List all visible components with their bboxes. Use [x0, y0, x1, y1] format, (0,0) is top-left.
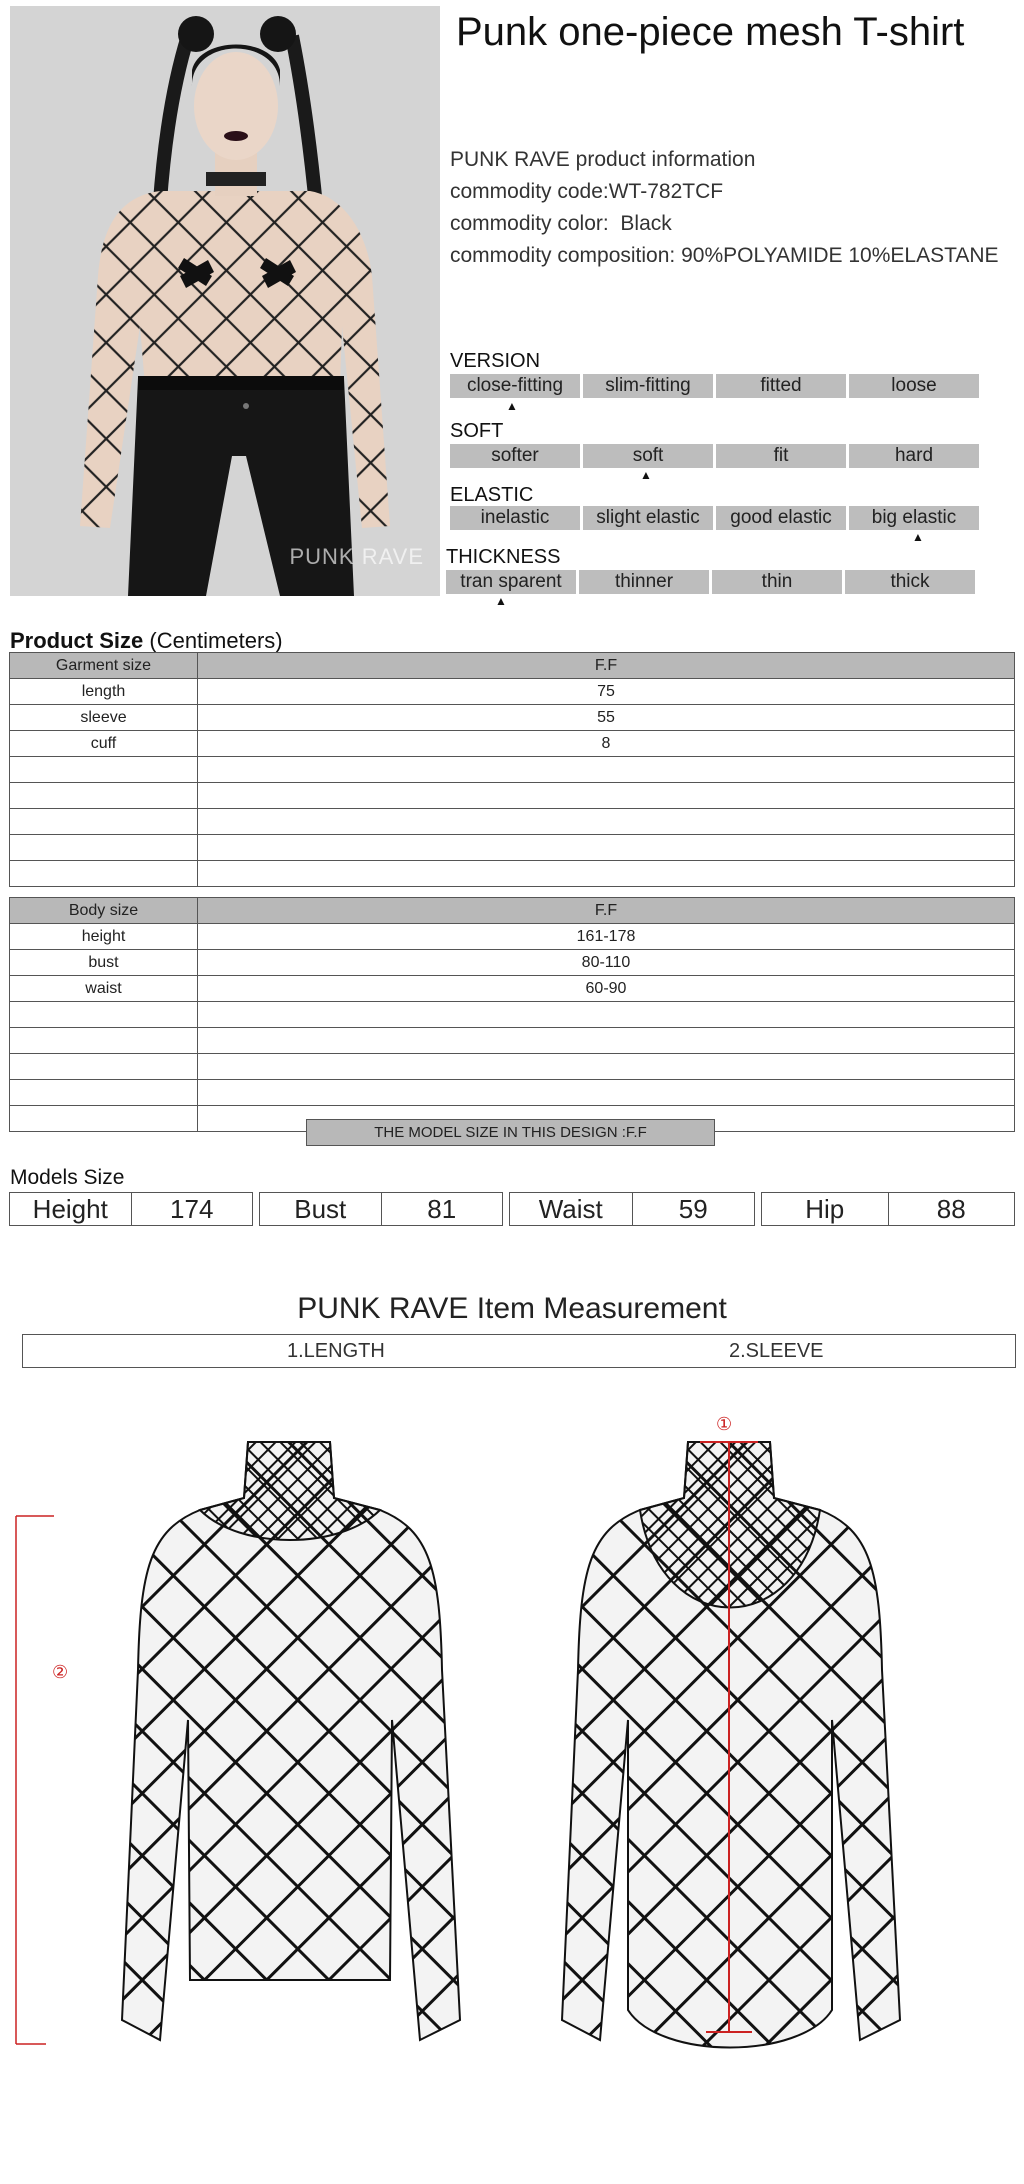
table-row — [10, 705, 1015, 731]
thickness-selected-marker: ▲ — [495, 594, 507, 608]
model-measure-label: Height — [32, 1194, 108, 1224]
model-measure-value: 174 — [131, 1193, 253, 1225]
model-measure-waist — [509, 1192, 755, 1226]
table-cell: 55 — [198, 705, 1015, 731]
commodity-code-value: WT-782TCF — [608, 180, 724, 203]
table-cell — [10, 835, 198, 861]
table-cell — [198, 835, 1015, 861]
table-row — [10, 757, 1015, 783]
table-cell: 161-178 — [198, 924, 1015, 950]
table-header-cell: Garment size — [10, 653, 198, 679]
table-cell — [198, 861, 1015, 887]
table-cell — [198, 757, 1015, 783]
elastic-selected-marker: ▲ — [912, 530, 924, 544]
model-measure-height — [9, 1192, 253, 1226]
commodity-code-label: commodity code: — [450, 180, 609, 203]
table-header-cell: F.F — [198, 898, 1015, 924]
garment-front-illustration — [52, 1420, 510, 2125]
table-cell — [10, 1054, 198, 1080]
garment-back-illustration — [520, 1414, 950, 2125]
product-info-heading: PUNK RAVE product information — [450, 148, 756, 171]
table-cell: length — [10, 679, 198, 705]
table-cell: sleeve — [10, 705, 198, 731]
table-cell — [198, 1028, 1015, 1054]
measurement-title: PUNK RAVE Item Measurement — [297, 1292, 727, 1325]
model-measure-label: Waist — [538, 1194, 603, 1224]
table-cell: waist — [10, 976, 198, 1002]
table-cell — [198, 1054, 1015, 1080]
table-row — [10, 1054, 1015, 1080]
thickness-label: THICKNESS — [446, 546, 561, 568]
table-cell: 60-90 — [198, 976, 1015, 1002]
table-cell — [10, 1002, 198, 1028]
elastic-option: good elastic — [716, 506, 846, 530]
table-cell: cuff — [10, 731, 198, 757]
table-cell — [10, 861, 198, 887]
table-row — [10, 950, 1015, 976]
elastic-option: big elastic — [849, 506, 979, 530]
table-row — [10, 679, 1015, 705]
sleeve-measure-line — [6, 1512, 86, 2052]
commodity-color-label: commodity color: — [450, 212, 609, 235]
table-row — [10, 783, 1015, 809]
thickness-option: thinner — [579, 570, 709, 594]
table-row — [10, 861, 1015, 887]
models-size-row — [9, 1192, 1015, 1226]
model-measure-hip — [761, 1192, 1015, 1226]
soft-label: SOFT — [450, 420, 504, 442]
table-cell — [198, 1080, 1015, 1106]
table-row — [10, 976, 1015, 1002]
table-cell — [10, 1080, 198, 1106]
soft-option: soft — [583, 444, 713, 468]
measurement-legend — [22, 1334, 1016, 1368]
elastic-option: inelastic — [450, 506, 580, 530]
elastic-scale — [450, 506, 982, 530]
table-cell — [10, 1028, 198, 1054]
product-info — [450, 144, 999, 272]
commodity-code — [450, 176, 999, 208]
product-size-unit: (Centimeters) — [149, 628, 283, 653]
table-header-row — [10, 898, 1015, 924]
table-cell: bust — [10, 950, 198, 976]
table-cell — [198, 1002, 1015, 1028]
version-option: slim-fitting — [583, 374, 713, 398]
table-cell — [10, 757, 198, 783]
commodity-color-value: Black — [620, 212, 672, 235]
table-header-cell: F.F — [198, 653, 1015, 679]
model-measure-bust — [259, 1192, 503, 1226]
version-scale — [450, 374, 982, 398]
table-row — [10, 835, 1015, 861]
elastic-label: ELASTIC — [450, 484, 534, 506]
measurement-item-sleeve: 2.SLEEVE — [729, 1340, 824, 1362]
commodity-composition-value: 90%POLYAMIDE 10%ELASTANE — [681, 244, 999, 267]
model-photo — [10, 6, 440, 596]
model-measure-value: 81 — [381, 1193, 503, 1225]
model-measure-value: 59 — [632, 1193, 755, 1225]
table-row — [10, 1080, 1015, 1106]
table-row — [10, 924, 1015, 950]
version-selected-marker: ▲ — [506, 399, 518, 413]
table-cell: 8 — [198, 731, 1015, 757]
model-measure-label: Hip — [805, 1194, 845, 1224]
table-row — [10, 1002, 1015, 1028]
version-label: VERSION — [450, 350, 541, 372]
table-cell: height — [10, 924, 198, 950]
table-header-cell: Body size — [10, 898, 198, 924]
thickness-option: thick — [845, 570, 975, 594]
table-cell — [10, 783, 198, 809]
measurement-item-length: 1.LENGTH — [287, 1340, 385, 1362]
table-cell: 80-110 — [198, 950, 1015, 976]
soft-scale — [450, 444, 982, 468]
commodity-composition — [450, 240, 999, 272]
thickness-option: thin — [712, 570, 842, 594]
table-header-row — [10, 653, 1015, 679]
photo-watermark: PUNK RAVE — [289, 544, 424, 569]
elastic-option: slight elastic — [583, 506, 713, 530]
table-cell — [198, 783, 1015, 809]
soft-option: softer — [450, 444, 580, 468]
commodity-composition-label: commodity composition: — [450, 244, 676, 267]
version-option: loose — [849, 374, 979, 398]
version-option: fitted — [716, 374, 846, 398]
body-size-table — [9, 897, 1015, 1132]
version-option: close-fitting — [450, 374, 580, 398]
thickness-option: tran sparent — [446, 570, 576, 594]
model-measure-label: Bust — [294, 1194, 347, 1224]
soft-selected-marker: ▲ — [640, 468, 652, 482]
table-row — [10, 809, 1015, 835]
marker-two: ② — [52, 1662, 69, 1682]
table-cell — [10, 809, 198, 835]
table-cell: 75 — [198, 679, 1015, 705]
table-row — [10, 731, 1015, 757]
models-size-title: Models Size — [10, 1166, 125, 1189]
table-cell — [10, 1106, 198, 1132]
page-title: Punk one-piece mesh T-shirt — [456, 10, 965, 54]
model-size-note: THE MODEL SIZE IN THIS DESIGN :F.F — [306, 1119, 715, 1146]
thickness-scale — [446, 570, 978, 594]
model-measure-value: 88 — [888, 1193, 1015, 1225]
table-row — [10, 1028, 1015, 1054]
soft-option: fit — [716, 444, 846, 468]
marker-one: ① — [716, 1414, 733, 1434]
garment-size-table — [9, 652, 1015, 887]
product-size-heading: Product Size — [10, 628, 144, 653]
soft-option: hard — [849, 444, 979, 468]
table-cell — [198, 809, 1015, 835]
product-size-title — [10, 628, 283, 654]
commodity-color — [450, 208, 999, 240]
